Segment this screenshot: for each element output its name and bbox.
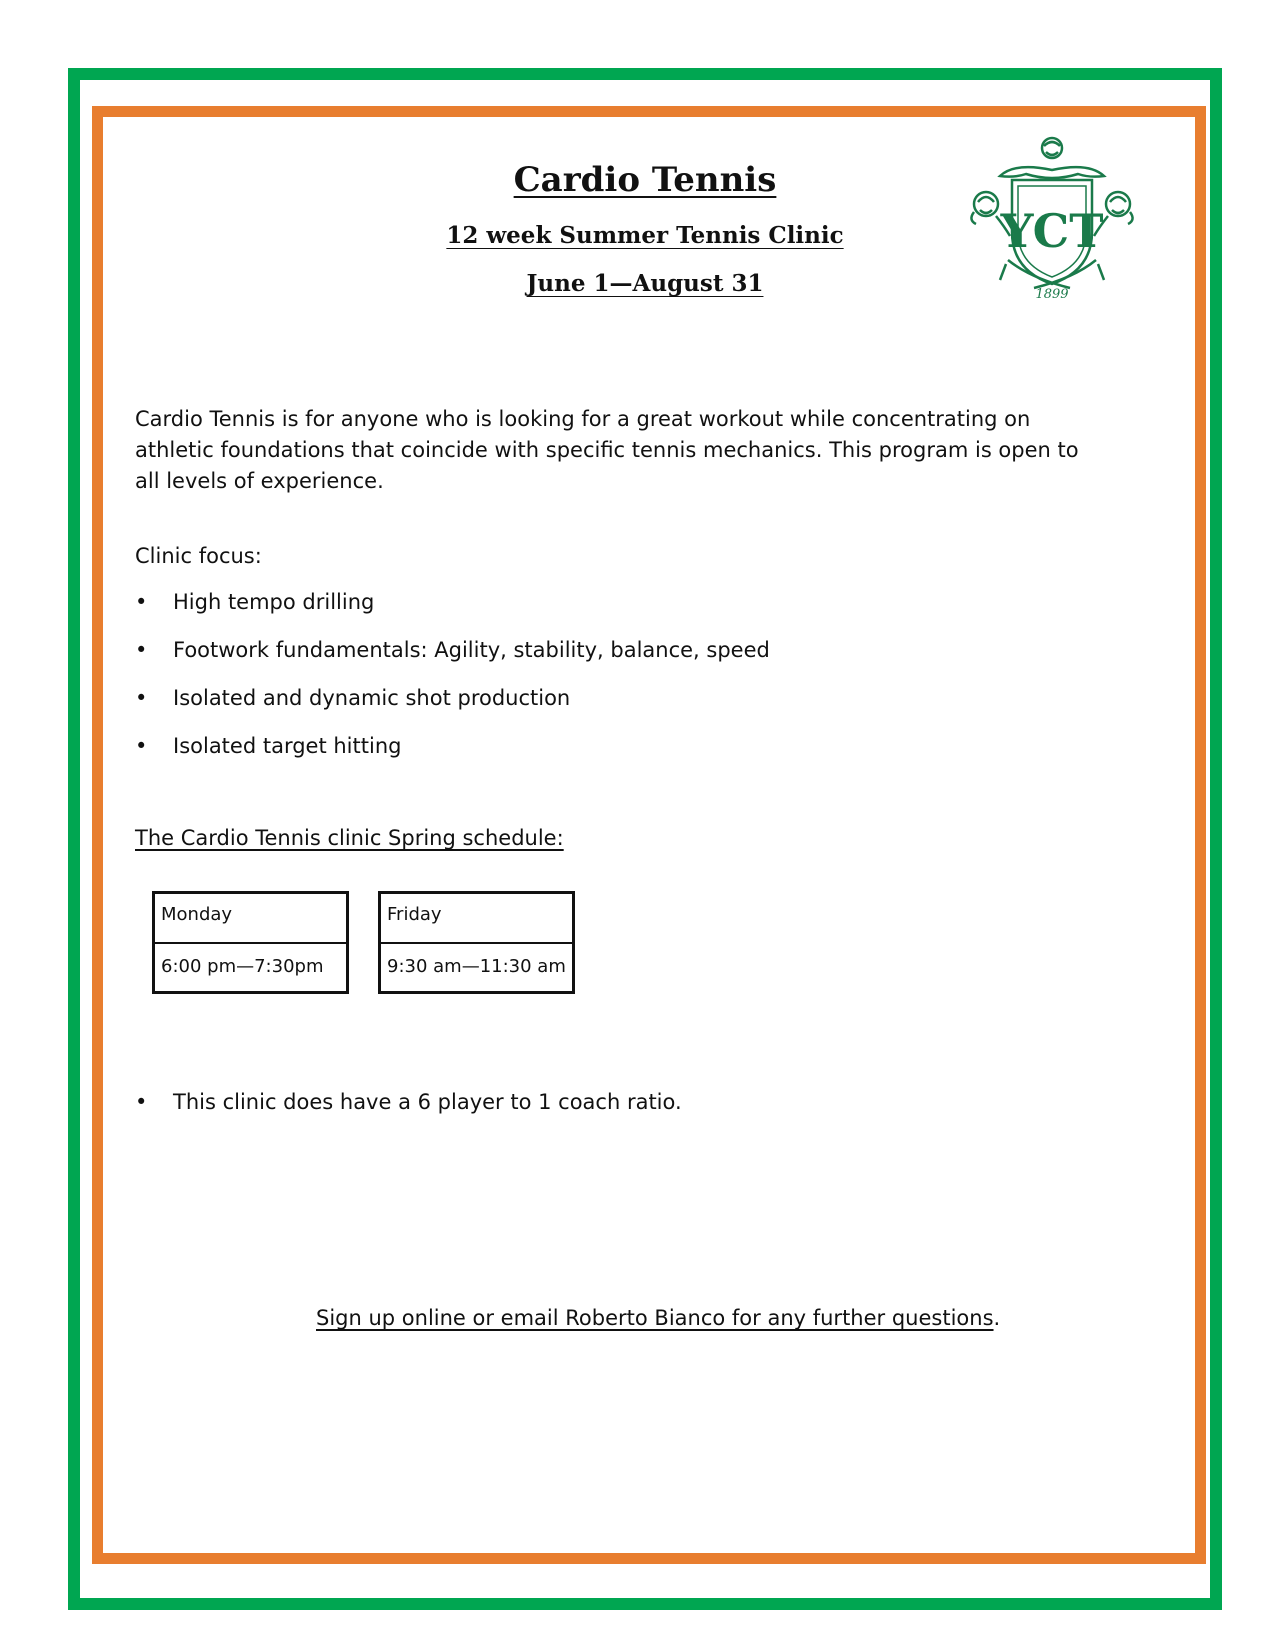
list-item — [135, 734, 770, 782]
bullet-icon: • — [135, 734, 148, 758]
club-crest-logo — [960, 132, 1145, 302]
schedule-time: 6:00 pm—7:30pm — [161, 956, 324, 977]
bullet-icon: • — [135, 1090, 148, 1114]
crest-year: 1899 — [1035, 287, 1069, 302]
signup-link[interactable]: Sign up online or email Roberto Bianco for any further questions — [316, 1306, 994, 1330]
list-item-text: Footwork fundamentals: Agility, stability, balance, speed — [173, 638, 770, 662]
page-subtitle: 12 week Summer Tennis Clinic — [446, 222, 844, 249]
schedule-time: 9:30 am—11:30 am — [387, 956, 566, 977]
list-item-text: Isolated target hitting — [173, 734, 402, 758]
bullet-icon: • — [135, 686, 148, 710]
schedule-box-friday — [378, 891, 575, 994]
focus-list — [135, 590, 770, 782]
focus-title: Clinic focus: — [135, 544, 262, 568]
intro-paragraph: Cardio Tennis is for anyone who is looking for a great workout while concentrating on athletic foundations that coincide with specific tennis mechanics. This program is open to all levels of experience. — [135, 407, 1079, 493]
list-item — [135, 686, 770, 734]
list-item — [135, 638, 770, 686]
schedule-day: Friday — [381, 894, 572, 944]
signup-line — [316, 1306, 1016, 1330]
schedule-box-monday — [152, 891, 349, 994]
schedule-title: The Cardio Tennis clinic Spring schedule: — [135, 826, 564, 850]
schedule-day: Monday — [155, 894, 346, 944]
coach-ratio-text: This clinic does have a 6 player to 1 coach ratio. — [173, 1090, 682, 1114]
clinic-dates: June 1—August 31 — [526, 270, 764, 297]
list-item — [135, 590, 770, 638]
page-title: Cardio Tennis — [513, 160, 777, 200]
bullet-icon: • — [135, 590, 148, 614]
coach-ratio-note — [135, 1090, 682, 1138]
bullet-icon: • — [135, 638, 148, 662]
crest-monogram: YCT — [1000, 204, 1104, 258]
list-item-text: High tempo drilling — [173, 590, 375, 614]
signup-suffix: . — [993, 1306, 1001, 1330]
list-item-text: Isolated and dynamic shot production — [173, 686, 571, 710]
